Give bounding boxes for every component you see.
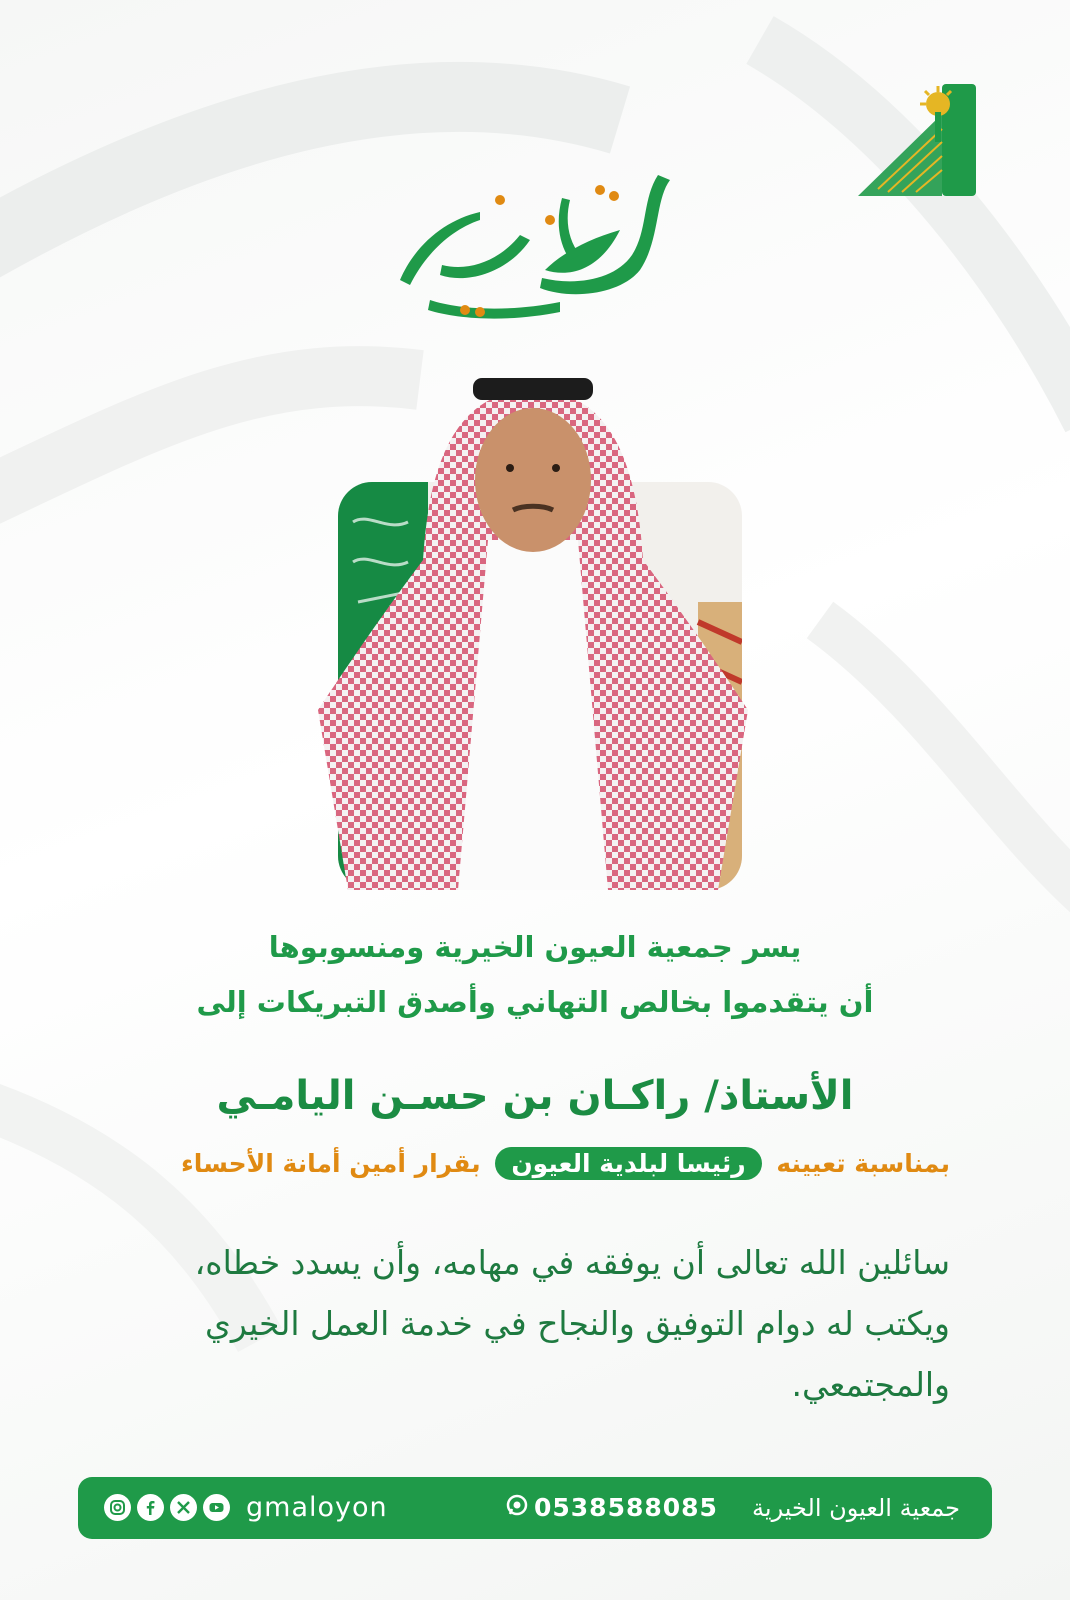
x-icon[interactable] <box>170 1494 197 1521</box>
social-icons <box>104 1494 230 1521</box>
phone-number: 0538588085 <box>534 1493 718 1522</box>
social-handle[interactable]: gmaloyon <box>246 1492 388 1523</box>
footer-bar <box>78 1477 992 1539</box>
occasion-highlight: رئيسا لبلدية العيون <box>495 1147 761 1180</box>
occasion-after: بقرار أمين أمانة الأحساء <box>181 1149 481 1178</box>
footer-organization: جمعية العيون الخيرية <box>752 1494 960 1522</box>
occasion-line <box>60 1147 960 1180</box>
honoree-name: الأستاذ/ راكـان بن حسـن اليامـي <box>216 1073 854 1119</box>
organization-logo <box>858 84 996 196</box>
occasion-before: بمناسبة تعيينه <box>776 1149 950 1178</box>
prayer-text: سائلين الله تعالى أن يوفقه في مهامه، وأن يسدد خطاه، ويكتب له دوام التوفيق والنجاح في خدمة العمل الخيري والمجتمعي. <box>194 1243 950 1404</box>
message-line-1: يسر جمعية العيون الخيرية ومنسوبوها <box>268 930 802 964</box>
message-line-2: أن يتقدموا بخالص التهاني وأصدق التبريكات إلى <box>196 985 874 1019</box>
footer-phone[interactable] <box>506 1477 718 1539</box>
facebook-icon[interactable] <box>137 1494 164 1521</box>
instagram-icon[interactable] <box>104 1494 131 1521</box>
congratulations-title <box>370 160 700 325</box>
youtube-icon[interactable] <box>203 1494 230 1521</box>
honoree-photo <box>318 360 748 890</box>
whatsapp-icon <box>506 1477 528 1539</box>
